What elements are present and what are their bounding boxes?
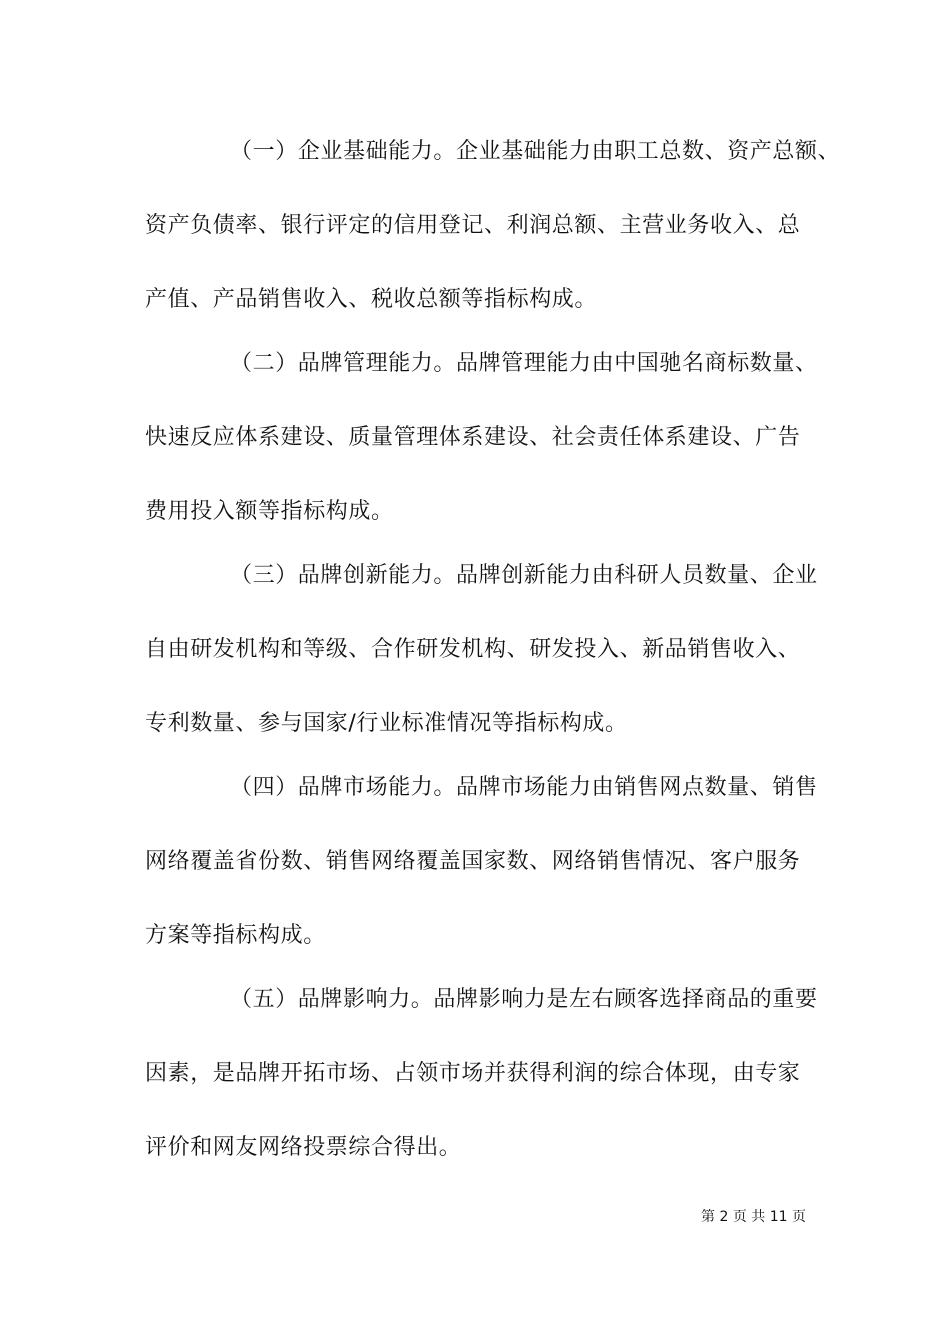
paragraph-4-line-1: （四）品牌市场能力。品牌市场能力由销售网点数量、销售 <box>230 775 818 800</box>
paragraph-3-line-3: 专利数量、参与国家/行业标准情况等指标构成。 <box>145 711 628 736</box>
paragraph-1-line-2: 资产负债率、银行评定的信用登记、利润总额、主营业务收入、总 <box>145 213 801 238</box>
paragraph-2-line-2: 快速反应体系建设、质量管理体系建设、社会责任体系建设、广告 <box>145 425 801 450</box>
paragraph-5-line-3: 评价和网友网络投票综合得出。 <box>145 1135 462 1160</box>
paragraph-4-line-2: 网络覆盖省份数、销售网络覆盖国家数、网络销售情况、客户服务 <box>145 849 801 874</box>
page-number: 第 2 页 共 11 页 <box>701 1209 806 1225</box>
paragraph-2-line-3: 费用投入额等指标构成。 <box>145 499 394 524</box>
paragraph-4-line-3: 方案等指标构成。 <box>145 923 326 948</box>
paragraph-1-line-1: （一）企业基础能力。企业基础能力由职工总数、资产总额、 <box>230 139 841 164</box>
paragraph-1-line-3: 产值、产品销售收入、税收总额等指标构成。 <box>145 287 598 312</box>
paragraph-3-line-2: 自由研发机构和等级、合作研发机构、研发投入、新品销售收入、 <box>145 637 801 662</box>
paragraph-2-line-1: （二）品牌管理能力。品牌管理能力由中国驰名商标数量、 <box>230 351 818 376</box>
paragraph-3-line-1: （三）品牌创新能力。品牌创新能力由科研人员数量、企业 <box>230 563 818 588</box>
paragraph-5-line-1: （五）品牌影响力。品牌影响力是左右顾客选择商品的重要 <box>230 987 818 1012</box>
paragraph-5-line-2: 因素，是品牌开拓市场、占领市场并获得利润的综合体现，由专家 <box>145 1061 801 1086</box>
